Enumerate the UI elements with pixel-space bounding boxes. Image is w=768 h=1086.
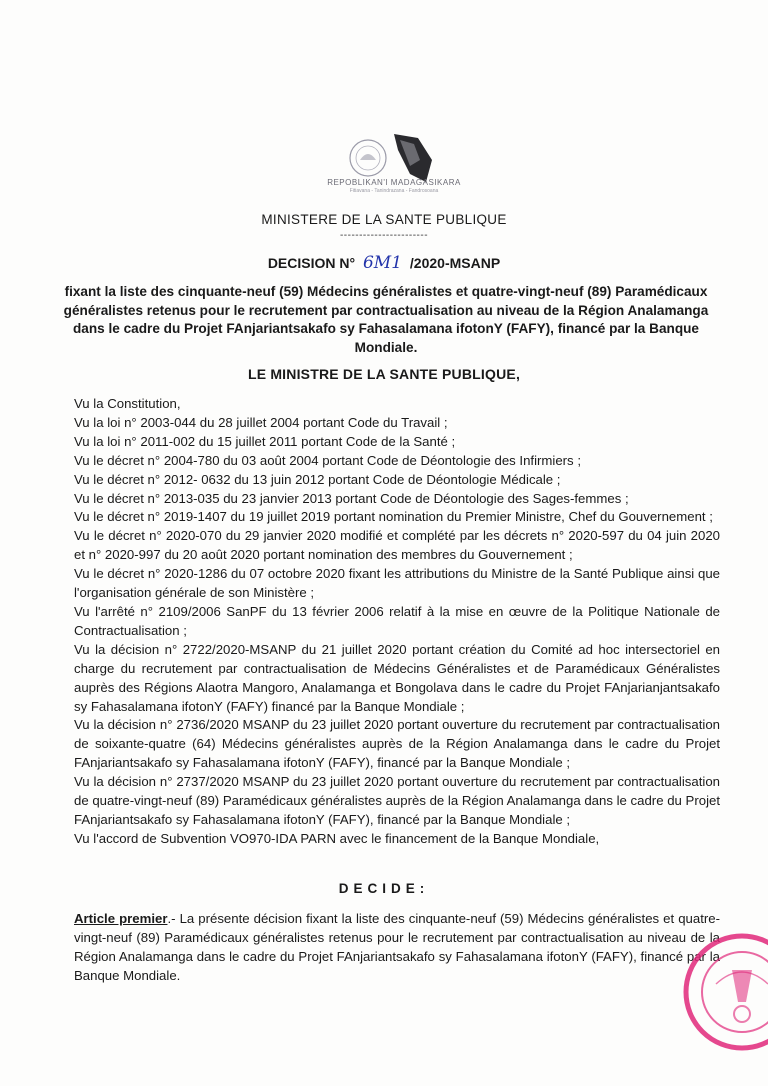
minister-heading: LE MINISTRE DE LA SANTE PUBLIQUE, xyxy=(247,366,521,382)
decision-prefix: DECISION N° xyxy=(267,255,356,271)
ministry-heading: MINISTERE DE LA SANTE PUBLIQUE xyxy=(261,212,507,227)
article-label: Article premier xyxy=(74,911,168,926)
visa-item: Vu le décret n° 2019-1407 du 19 juillet 2019 portant nomination du Premier Ministre, Chef du Gouvernement ; xyxy=(74,509,713,525)
visa-item: Vu la loi n° 2011-002 du 15 juillet 2011 portant Code de la Santé ; xyxy=(74,433,456,449)
visa-item: Vu le décret n° 2004-780 du 03 août 2004 portant Code de Déontologie des Infirmiers ; xyxy=(74,452,581,468)
official-stamp-icon xyxy=(672,930,768,1060)
article-premier xyxy=(74,910,720,986)
visa-item: Vu la Constitution, xyxy=(74,396,181,411)
visa-item: Vu la décision n° 2722/2020-MSANP du 21 juillet 2020 portant création du Comité ad hoc intersectoriel en charge du recrutement par contractualisation de Médecins Généralistes et de Paramédicaux Généralistes auprès des Régions Alaotra Mangoro, Analamanga et Bongolava dans le cadre du Projet FAnjarianjantsakafo sy Fahasalamana ifotonY (FAFY) financé par la Banque Mondiale ; xyxy=(74,641,720,714)
visas-list xyxy=(74,395,720,849)
emblem-caption: REPOBLIKAN'I MADAGASIKARA xyxy=(327,178,461,187)
visa-item: Vu le décret n° 2012- 0632 du 13 juin 2012 portant Code de Déontologie Médicale ; xyxy=(74,471,561,487)
visa-item: Vu la décision n° 2737/2020 MSANP du 23 juillet 2020 portant ouverture du recrutement par contractualisation de quatre-vingt-neuf (89) Paramédicaux généralistes auprès de la Région Analamanga dans le cadre du Projet FAnjariantsakafo sy Fahasalamana ifotonY (FAFY), financé par la Banque Mondiale ; xyxy=(74,774,720,827)
emblem-motto: Fitiavana - Tanindrazana - Fandrosoana xyxy=(349,188,439,194)
decision-title: fixant la liste des cinquante-neuf (59) Médecins généralistes et quatre-vingt-neuf (89) Paramédicaux généralistes retenus pour le recrutement par contractualisation au niveau de la Région Analamanga dans le cadre du Projet FAnjariantsakafo sy Fahasalamana ifotonY (FAFY), financé par la Banque Mondiale. xyxy=(63,284,709,355)
visa-item: Vu la décision n° 2736/2020 MSANP du 23 juillet 2020 portant ouverture du recrutement par contractualisation de soixante-quatre (64) Médecins généralistes auprès de la Région Analamanga dans le cadre du Projet FAnjariantsakafo sy Fahasalamana ifotonY (FAFY), financé par la Banque Mondiale ; xyxy=(74,717,720,771)
visa-item: Vu l'arrêté n° 2109/2006 SanPF du 13 février 2006 relatif à la mise en œuvre de la Politique Nationale de Contractualisation ; xyxy=(74,603,720,638)
decide-heading: DECIDE: xyxy=(338,881,430,896)
visa-item: Vu le décret n° 2020-1286 du 07 octobre 2020 fixant les attributions du Ministre de la Santé Publique ainsi que l'organisation générale de son Ministère ; xyxy=(74,566,720,601)
separator: ----------------------- xyxy=(339,230,429,241)
handwritten-number: 6M1 xyxy=(362,253,403,273)
visa-item: Vu le décret n° 2020-070 du 29 janvier 2020 modifié et complété par les décrets n° 2020-597 du 04 juin 2020 et n° 2020-997 du 20 août 2020 portant nomination des membres du Gouvernement ; xyxy=(74,528,720,563)
decision-suffix: /2020-MSANP xyxy=(409,255,501,271)
visa-item: Vu le décret n° 2013-035 du 23 janvier 2013 portant Code de Déontologie des Sages-femmes ; xyxy=(74,490,629,506)
article-text: .- La présente décision fixant la liste des cinquante-neuf (59) Médecins généralistes et quatre-vingt-neuf (89) Paramédicaux généralistes retenus pour le recrutement par contractualisation au niveau de la Région Analamanga dans le cadre du Projet FAnjariantsakafo sy Fahasalamana ifotonY (FAFY), financé par la Banque Mondiale. xyxy=(74,911,720,983)
visa-item: Vu l'accord de Subvention VO970-IDA PARN avec le financement de la Banque Mondiale, xyxy=(74,830,600,846)
visa-item: Vu la loi n° 2003-044 du 28 juillet 2004 portant Code du Travail ; xyxy=(74,414,448,430)
decision-number xyxy=(0,253,768,273)
